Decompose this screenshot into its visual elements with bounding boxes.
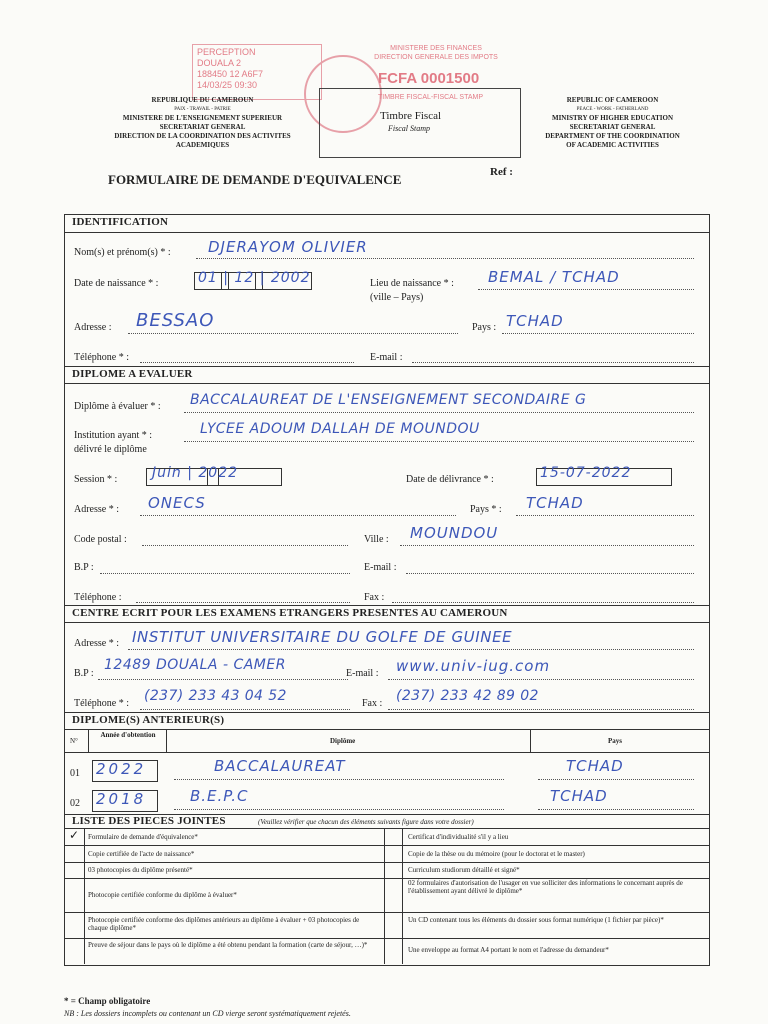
required-note: * = Champ obligatoire [64, 996, 151, 1006]
pob-sub: (ville – Pays) [370, 292, 424, 303]
centre-bp-field[interactable]: 12489 DOUALA - CAMER [104, 657, 286, 673]
diploma-field[interactable]: BACCALAUREAT DE L'ENSEIGNEMENT SECONDAIRE G [190, 392, 587, 408]
header-line: DEPARTMENT OF THE COORDINATION [545, 132, 680, 140]
col-divider [84, 828, 85, 964]
city-label: Ville : [364, 534, 389, 545]
ministry-line: MINISTERE DES FINANCES [390, 45, 482, 52]
session-field[interactable]: Juin | 2022 [152, 465, 239, 481]
header-line: OF ACADEMIC ACTIVITIES [566, 141, 659, 149]
diploma-email-label: E-mail : [364, 562, 397, 573]
email-label: E-mail : [370, 352, 403, 363]
perception-line: 14/03/25 09:30 [197, 80, 258, 90]
stamp-serial: FCFA 0001500 [378, 70, 480, 87]
city-field[interactable]: MOUNDOU [410, 524, 499, 542]
divider [64, 383, 710, 384]
phone-dots [140, 362, 354, 363]
diploma-phone-dots [136, 602, 350, 603]
country-label: Pays : [472, 322, 497, 333]
diploma-label: Diplôme à évaluer * : [74, 401, 161, 412]
header-left [80, 96, 325, 150]
centre-bp-label: B.P : [74, 668, 94, 679]
centre-phone-label: Téléphone * : [74, 698, 129, 709]
centre-phone-field[interactable]: (237) 233 43 04 52 [144, 688, 287, 704]
ministry-stamp [358, 44, 514, 62]
divider [64, 366, 710, 367]
name-field[interactable]: DJERAYOM OLIVIER [208, 238, 368, 256]
nb-note: NB : Les dossiers incomplets ou contenant un CD vierge seront systématiquement rejetés. [64, 1009, 351, 1018]
diploma-dots [184, 412, 694, 413]
row-no: 01 [70, 768, 80, 779]
header-line: REPUBLIC OF CAMEROON [566, 96, 659, 104]
city-dots [400, 545, 694, 546]
diploma-email-dots [406, 573, 694, 574]
perception-line: DOUALA 2 [197, 58, 242, 68]
attachment-item: Un CD contenant tous les éléments du dossier sous format numérique (1 fichier par pièce)* [408, 916, 664, 924]
col-no: N° [70, 737, 78, 745]
address-dots [128, 333, 458, 334]
pob-dots [478, 289, 694, 290]
row-dots [538, 779, 694, 780]
country-field[interactable]: TCHAD [506, 312, 564, 330]
centre-address-field[interactable]: INSTITUT UNIVERSITAIRE DU GOLFE DE GUINEE [132, 628, 513, 646]
attachment-item: Copie de la thèse ou du mémoire (pour le doctorat et le master) [408, 850, 585, 858]
centre-phone-dots [140, 709, 350, 710]
diploma-country-field[interactable]: TCHAD [526, 494, 584, 512]
centre-email-dots [388, 679, 694, 680]
header-line: DIRECTION DE LA COORDINATION DES ACTIVITES [114, 132, 291, 140]
section-centre: CENTRE ECRIT POUR LES EXAMENS ETRANGERS PRESENTES AU CAMEROUN [72, 607, 508, 619]
centre-fax-label: Fax : [362, 698, 383, 709]
attachment-item: Certificat d'individualité s'il y a lieu [408, 833, 509, 841]
row-country[interactable]: TCHAD [566, 757, 624, 775]
col-year: Année d'obtention [100, 731, 156, 739]
centre-email-label: E-mail : [346, 668, 379, 679]
institution-sub: délivré le diplôme [74, 444, 147, 455]
row-year[interactable]: 2022 [96, 760, 147, 778]
pob-label: Lieu de naissance * : [370, 278, 454, 289]
divider [64, 605, 710, 606]
address-field[interactable]: BESSAO [136, 310, 215, 331]
centre-fax-dots [388, 709, 694, 710]
dob-label: Date de naissance * : [74, 278, 159, 289]
attachment-item: Formulaire de demande d'équivalence* [88, 833, 198, 841]
header-line: REPUBLIQUE DU CAMEROUN [151, 96, 254, 104]
institution-field[interactable]: LYCEE ADOUM DALLAH DE MOUNDOU [200, 421, 480, 437]
postal-label: Code postal : [74, 534, 127, 545]
timbre-fiscal: Timbre Fiscal [380, 110, 442, 122]
address-label: Adresse : [74, 322, 112, 333]
bp-dots [100, 573, 350, 574]
divider [64, 752, 710, 753]
divider [64, 845, 710, 846]
attachment-item: Curriculum studiorum détaillé et signé* [408, 866, 520, 874]
ministry-line: DIRECTION GENERALE DES IMPOTS [374, 54, 498, 61]
attachment-item: 03 photocopies du diplôme présenté* [88, 866, 193, 874]
divider [64, 729, 710, 730]
attachments-note: (Veuillez vérifier que chacun des éléments suivants figure dans votre dossier) [258, 818, 474, 826]
col-divider [166, 729, 167, 752]
col-divider [530, 729, 531, 752]
section-diploma: DIPLOME A EVALUER [72, 368, 193, 380]
row-dots [174, 779, 504, 780]
divider [64, 828, 710, 829]
fiscal-stamp-label: TIMBRE FISCAL-FISCAL STAMP [378, 94, 484, 101]
row-dots [538, 809, 694, 810]
page-title: FORMULAIRE DE DEMANDE D'EQUIVALENCE [108, 172, 402, 187]
centre-fax-field[interactable]: (237) 233 42 89 02 [396, 688, 539, 704]
institution-label: Institution ayant * : [74, 430, 153, 441]
diploma-country-label: Pays * : [470, 504, 502, 515]
divider [64, 232, 710, 233]
attachment-item: 02 formulaires d'autorisation de l'usager en vue solliciter des informations le concernant auprès de l'établissement ayant délivré le diplôme* [408, 879, 683, 895]
diploma-country-dots [516, 515, 694, 516]
email-dots [412, 362, 694, 363]
section-previous: DIPLOME(S) ANTERIEUR(S) [72, 714, 225, 726]
divider [64, 862, 710, 863]
diploma-address-dots [140, 515, 456, 516]
divider [64, 712, 710, 713]
col-divider [384, 828, 385, 964]
section-attachments: LISTE DES PIECES JOINTES [72, 815, 226, 827]
diploma-fax-dots [392, 602, 694, 603]
attachment-item: Photocopie certifiée conforme des diplômes antérieurs au diplôme à évaluer + 03 photocopies de chaque diplôme* [88, 916, 360, 932]
divider [64, 938, 710, 939]
perception-line: 188450 12 A6F7 [197, 69, 264, 79]
postal-dots [142, 545, 348, 546]
header-line: MINISTERE DE L'ENSEIGNEMENT SUPERIEUR [122, 114, 283, 122]
row-diploma[interactable]: BACCALAUREAT [214, 757, 346, 775]
row-year[interactable]: 2018 [96, 790, 147, 808]
country-dots [502, 333, 694, 334]
session-label: Session * : [74, 474, 118, 485]
divider [64, 912, 710, 913]
pob-field[interactable]: BEMAL / TCHAD [488, 268, 620, 286]
section-identification: IDENTIFICATION [72, 216, 169, 228]
header-motto: PEACE - WORK - FATHERLAND [576, 107, 649, 112]
row-no: 02 [70, 798, 80, 809]
header-line: ACADEMIQUES [175, 141, 230, 149]
header-motto: PAIX - TRAVAIL - PATRIE [174, 107, 231, 112]
col-divider [88, 729, 89, 752]
col-country: Pays [608, 737, 622, 745]
attachment-item: Une enveloppe au format A4 portant le nom et l'adresse du demandeur* [408, 946, 609, 954]
row-diploma[interactable]: B.E.P.C [190, 787, 249, 805]
name-dots [196, 258, 694, 259]
institution-dots [184, 441, 694, 442]
perception-stamp [192, 44, 322, 100]
fiscal-stamp-box [319, 88, 521, 158]
diploma-address-field[interactable]: ONECS [148, 494, 206, 512]
row-country[interactable]: TCHAD [550, 787, 608, 805]
phone-label: Téléphone * : [74, 352, 129, 363]
centre-bp-dots [98, 679, 348, 680]
delivery-field[interactable]: 15-07-2022 [540, 465, 632, 481]
header-line: SECRETARIAT GENERAL [159, 123, 246, 131]
attachment-item: Copie certifiée de l'acte de naissance* [88, 850, 195, 858]
bp-label: B.P : [74, 562, 94, 573]
row-dots [174, 809, 504, 810]
attachment-item: Preuve de séjour dans le pays où le diplôme a été obtenu pendant la formation (carte de séjour, …)* [88, 941, 368, 949]
header-line: SECRETARIAT GENERAL [569, 123, 656, 131]
centre-address-dots [128, 649, 694, 650]
diploma-address-label: Adresse * : [74, 504, 119, 515]
header-right [520, 96, 705, 150]
perception-line: PERCEPTION [197, 47, 256, 57]
divider [64, 622, 710, 623]
diploma-phone-label: Téléphone : [74, 592, 122, 603]
fiscal-stamp: Fiscal Stamp [388, 124, 430, 133]
diploma-fax-label: Fax : [364, 592, 385, 603]
name-label: Nom(s) et prénom(s) * : [74, 247, 171, 258]
attachment-item: Photocopie certifiée conforme du diplôme à évaluer* [88, 891, 237, 899]
col-diploma: Diplôme [330, 737, 356, 745]
ref-label: Ref : [490, 166, 513, 178]
dob-field[interactable]: 01 | 12 | 2002 [198, 270, 311, 286]
col-divider [402, 828, 403, 964]
header-line: MINISTRY OF HIGHER EDUCATION [551, 114, 674, 122]
delivery-label: Date de délivrance * : [406, 474, 494, 485]
centre-address-label: Adresse * : [74, 638, 119, 649]
centre-email-field[interactable]: www.univ-iug.com [396, 657, 551, 675]
check-icon[interactable]: ✓ [69, 828, 80, 842]
